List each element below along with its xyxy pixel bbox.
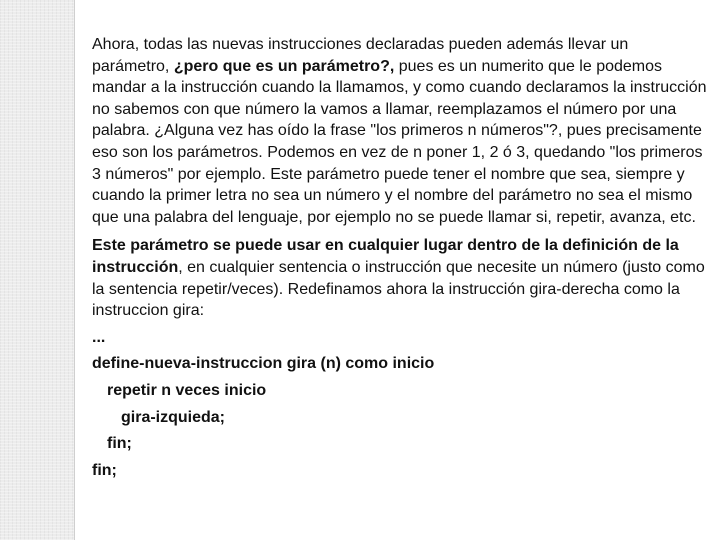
code-fin-inner-line: fin; bbox=[107, 435, 132, 453]
paragraph-parameter-usage bbox=[92, 235, 708, 321]
side-panel-divider bbox=[74, 0, 75, 540]
slide-content bbox=[92, 34, 708, 481]
code-ellipsis: ... bbox=[92, 328, 106, 346]
intro-question: ¿pero que es un parámetro?, bbox=[173, 57, 395, 75]
code-gira-line: gira-izquieda; bbox=[121, 408, 226, 426]
intro-explanation: pues es un numerito que le podemos mandar a la instrucción cuando la llamamos, y como cuando declaramos la instrucción no sabemos con que número la vamos a llamar, reemplazamos el número por una palabra. ¿Alguna vez has oído la frase "los primeros n números"?, pues precisamente eso son los parámetros. Podemos en vez de n poner 1, 2 ó 3, quedando "los primeros 3 números" por ejemplo. Este parámetro puede tener el nombre que sea, siempre y cuando la primer letra no sea un número y el nombre del parámetro no sea el mismo que una palabra del lenguaje, por ejemplo no se puede llamar si, repetir, avanza, etc. bbox=[92, 57, 707, 226]
code-fin-outer-line: fin; bbox=[92, 461, 117, 479]
usage-emphasis: Este parámetro se puede usar en cualquier lugar dentro de la definición de la instrucción bbox=[92, 237, 679, 276]
paragraph-parameters-intro bbox=[92, 34, 708, 228]
usage-text: , en cualquier sentencia o instrucción que necesite un número (justo como la sentencia repetir/veces). Redefinamos ahora la instrucción gira-derecha como la instruccion gira: bbox=[92, 258, 705, 320]
code-repetir-line: repetir n veces inicio bbox=[107, 381, 267, 399]
intro-text: Ahora, todas las nuevas instrucciones declaradas pueden además llevar un parámetro, bbox=[92, 36, 629, 75]
code-define-line: define-nueva-instruccion gira (n) como inicio bbox=[92, 355, 435, 373]
decorative-side-panel bbox=[0, 0, 74, 540]
